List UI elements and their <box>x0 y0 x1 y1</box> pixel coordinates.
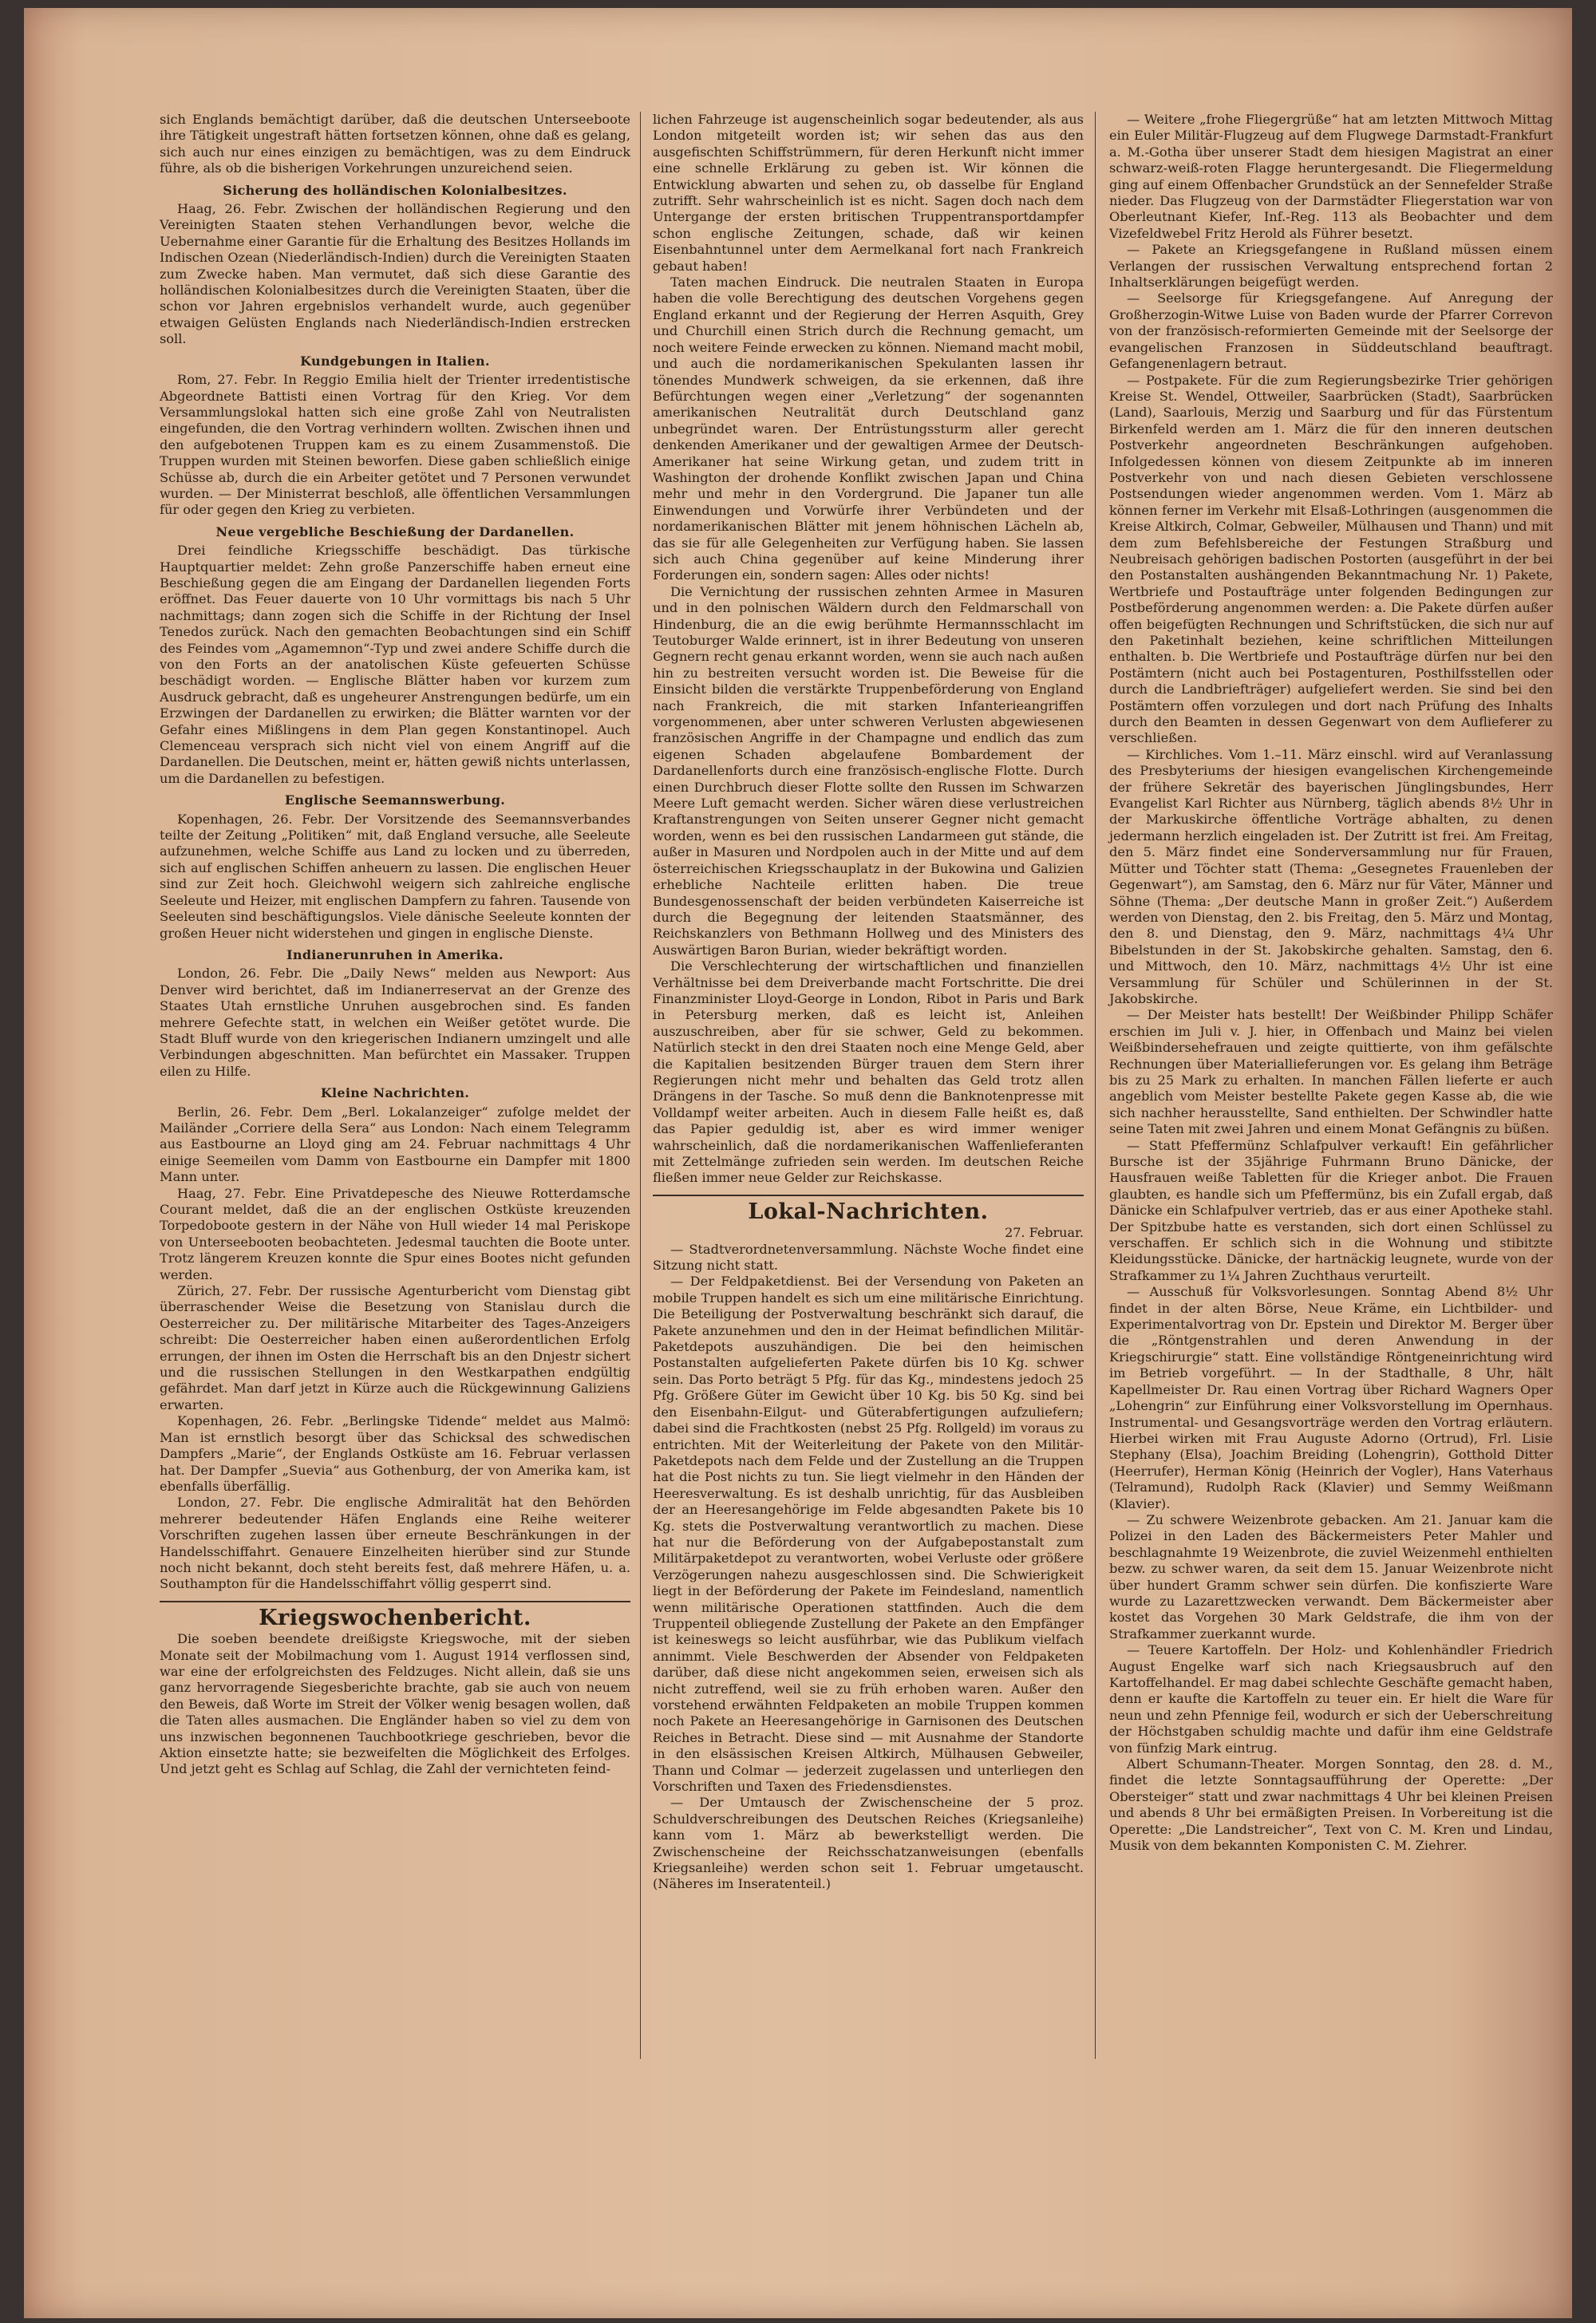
paragraph: Taten machen Eindruck. Die neutralen Staaten in Europa haben die volle Berechtigung des deutschen Vorgehens gegen England erkannt und der Regierung der Herren Asquith, Grey und Churchill einen Strich durch die Rechnung gemacht, um noch weitere Feinde erwecken zu können. Niemand macht mobil, und auch die nordamerikanischen Spekulanten lassen ihr tönendes Mundwerk schweigen, da sie erkennen, daß ihre Befürchtungen wegen einer „Verletzung“ der sogenannten amerikanischen Neutralität durch Deutschland ganz unbegründet waren. Der Entrüstungssturm aller gerecht denkenden Amerikaner und der gewaltigen Armee der Deutsch-Amerikaner hat seine Wirkung getan, und zudem tritt in Washington der drohende Konflikt zwischen Japan und China mehr und mehr in den Vordergrund. Die Japaner tun alle Einwendungen und Vorwürfe ihrer Verbündeten und der nordamerikanischen Blätter mit jenem höhnischen Lächeln ab, das sie für alle Gelegenheiten zur Verfügung haben. Sie lassen sich auch China gegenüber auf keine Minderung ihrer Forderungen ein, sondern sagen: Alles oder nichts! <box>653 275 1084 583</box>
paragraph: Berlin, 26. Febr. Dem „Berl. Lokalanzeiger“ zufolge meldet der Mailänder „Corriere della Sera“ aus London: Nach einem Telegramm aus Eastbourne an Lloyd ging am 24. Februar nachmittags 4 Uhr einige Seemeilen vom Damm von Eastbourne ein Dampfer mit 1800 Mann unter. <box>160 1104 630 1185</box>
paragraph: — Kirchliches. Vom 1.–11. März einschl. wird auf Veranlassung des Presbyteriums der hiesigen evangelischen Kirchengemeinde der frühere Sekretär des bayerischen Jünglingsbundes, Herr Evangelist Karl Richter aus Nürnberg, täglich abends 8½ Uhr in der Markuskirche öffentliche Vorträge abhalten, zu denen jedermann herzlich eingeladen ist. Der Zutritt ist frei. Am Freitag, den 5. März findet eine Sonderversammlung nur für Frauen, Mütter und Töchter statt (Thema: „Gesegnetes Frauenleben der Gegenwart“), am Samstag, den 6. März nur für Väter, Männer und Söhne (Thema: „Der deutsche Mann in großer Zeit.“) Außerdem werden von Dienstag, den 2. bis Freitag, den 5. März und Montag, den 8. und Dienstag, den 9. März, nachmittags 4¼ Uhr Bibelstunden in der St. Jakobskirche gehalten. Samstag, den 6. und Mittwoch, den 10. März, nachmittags 4½ Uhr ist eine Versammlung für Schüler und Schülerinnen in der St. Jakobskirche. <box>1109 746 1553 1006</box>
paragraph: Zürich, 27. Febr. Der russische Agenturbericht vom Dienstag gibt überraschender Weise die Besetzung von Stanislau durch die Oesterreicher zu. Der militärische Mitarbeiter des Tages-Anzeigers schreibt: Die Oesterreicher haben einen außerordentlichen Erfolg errungen, der ihnen im Osten die Herrschaft bis an den Dnjestr sichert und die russischen Stellungen in den Westkarpathen endgültig gefährdet. Man darf jetzt in Kürze auch die Rückgewinnung Galiziens erwarten. <box>160 1283 630 1412</box>
column-rule-right <box>1095 112 1096 2059</box>
paragraph: Die soeben beendete dreißigste Kriegswoche, mit der sieben Monate seit der Mobilmachung vom 1. August 1914 verflossen sind, war eine der erfolgreichsten des Feldzuges. Nicht allein, daß sie uns ganz hervorragende Siegesberichte brachte, gab sie auch von neuem den Beweis, daß Worte im Streit der Völker wenig besagen wollen, daß die Taten alles ausmachen. Die Engländer haben so viel zu dem von uns inzwischen begonnenen Tauchbootkriege geschrieben, bevor die Aktion einsetzte hatte; sie bezweifelten die Möglichkeit des Erfolges. Und jetzt geht es Schlag auf Schlag, die Zahl der vernichteten feind- <box>160 1631 630 1777</box>
column-rule-left <box>640 112 641 2059</box>
headline-small-news: Kleine Nachrichten. <box>320 1085 470 1101</box>
section-divider <box>160 1601 630 1602</box>
headline-seamen: Englische Seemannswerbung. <box>284 792 506 808</box>
paragraph: London, 26. Febr. Die „Daily News“ melden aus Newport: Aus Denver wird berichtet, daß im Indianerreservat an der Grenze des Staates Utah ernstliche Unruhen ausgebrochen sind. Es fanden mehrere Gefechte statt, in welchen ein Weißer getötet wurde. Die Stadt Bluff wurde von den kriegerischen Indianern umzingelt und alle Verbindungen abgeschnitten. Man befürchtet ein Massaker. Truppen eilen zu Hilfe. <box>160 966 630 1079</box>
headline-dardanelles: Neue vergebliche Beschießung der Dardanellen. <box>215 523 575 539</box>
paragraph: — Stadtverordnetenversammlung. Nächste Woche findet eine Sitzung nicht statt. <box>653 1241 1084 1274</box>
paragraph: Die Verschlechterung der wirtschaftlichen und finanziellen Verhältnisse bei dem Dreiverbande macht Fortschritte. Die drei Finanzminister Lloyd-George in London, Ribot in Paris und Bark in Petersburg merken, daß es leicht ist, Anleihen auszuschreiben, aber für sie schwer, Geld zu bekommen. Natürlich steckt in den drei Staaten noch eine Menge Geld, aber die Kapitalien besitzenden Bürger trauen dem Stern ihrer Regierungen nicht mehr und behalten das Geld trotz allen Drängens in der Tasche. So muß denn die Banknotenpresse mit Volldampf weiter arbeiten. Auch in diesem Falle heißt es, daß das Papier geduldig ist, aber es wird immer weniger wahrscheinlich, daß die nordamerikanischen Waffenlieferanten mit Zettelmänge zufrieden sein werden. Im deutschen Reiche fließen immer neue Gelder zur Reichskasse. <box>653 958 1084 1186</box>
paragraph: — Postpakete. Für die zum Regierungsbezirke Trier gehörigen Kreise St. Wendel, Ottweiler, Saarbrücken (Stadt), Saarbrücken (Land), Saarlouis, Merzig und Saarburg und für das Fürstentum Birkenfeld werden am 1. März die für den inneren deutschen Postverkehr angeordneten Beschränkungen aufgehoben. Infolgedessen können von diesem Zeitpunkte ab im inneren Postverkehr von und nach diesen Gebieten verschlossene Postsendungen wieder angenommen werden. Vom 1. März ab können ferner im Verkehr mit Elsaß-Lothringen (ausgenommen die Kreise Altkirch, Colmar, Gebweiler, Mülhausen und Thann) und mit dem zum Befehlsbereiche der Festungen Straßburg und Neubreisach gehörigen badischen Postorten (ausgeführt in der bei den Postanstalten aushängenden Bekanntmachung Nr. 1) Pakete, Wertbriefe und Postaufträge unter folgenden Bedingungen zur Postbeförderung angenommen werden: a. Die Pakete dürfen außer offen beigefügten Rechnungen und Schriftstücken, die sich nur auf den Paketinhalt beziehen, keine schriftlichen Mitteilungen enthalten. b. Die Wertbriefe und Postaufträge dürfen nur bei den Postämtern (nicht auch bei Postagenturen, Posthilfsstellen oder durch die Landbriefträger) aufgeliefert werden. Sie sind bei den Postämtern offen vorzulegen und dort nach Prüfung des Inhalts durch den Beamten in dessen Gegenwart von dem Auflieferer zu verschließen. <box>1109 372 1553 746</box>
headline-local-news: Lokal-Nachrichten. <box>748 1199 989 1224</box>
paragraph: Haag, 26. Febr. Zwischen der holländischen Regierung und den Vereinigten Staaten stehen Verhandlungen bevor, welche die Uebernahme einer Garantie für die Erhaltung des Besitzes Hollands im Indischen Ozean (Niederländisch-Indien) durch die Vereinigten Staaten zum Zwecke haben. Man vermutet, daß sich diese Garantie des holländischen Kolonialbesitzes durch die Vereinigten Staaten, über die schon vor Jahren ergebnislos verhandelt wurde, auch gegenüber etwaigen Gelüsten Englands nach Niederländisch-Indien erstrecken soll. <box>160 201 630 347</box>
headline-indians: Indianerunruhen in Amerika. <box>286 946 504 962</box>
paragraph: Kopenhagen, 26. Febr. Der Vorsitzende des Seemannsverbandes teilte der Zeitung „Politiken“ mit, daß England versuche, alle Seeleute aufzunehmen, welche Schiffe aus Land zu locken und zu überreden, sich auf englischen Schiffen anheuern zu lassen. Die englischen Heuer sind zur Zeit hoch. Gleichwohl weigern sich zahlreiche englische Seeleute und Heizer, mit englischen Dampfern zu fahren. Tausende von Seeleuten sind beschäftigungslos. Viele dänische Seeleute konnten der großen Heuer nicht widerstehen und gingen in englische Dienste. <box>160 811 630 941</box>
paragraph: — Zu schwere Weizenbrote gebacken. Am 21. Januar kam die Polizei in den Laden des Bäckermeisters Peter Mahler und beschlagnahmte 19 Weizenbrote, die zuviel Weizenmehl enthielten bezw. zu schwer waren, da seit dem 15. Januar Weizenbrote nicht über hundert Gramm schwer sein dürfen. Die konfiszierte Ware wurde zu Lazarettzwecken verwandt. Dem Bäckermeister aber kostet das Vorgehen 30 Mark Geldstrafe, die ihm von der Strafkammer zuerkannt wurde. <box>1109 1511 1553 1642</box>
paragraph: — Seelsorge für Kriegsgefangene. Auf Anregung der Großherzogin-Witwe Luise von Baden wurde der Pfarrer Correvon von der französisch-reformierten Gemeinde mit der Seelsorge der evangelischen Franzosen in Süddeutschland beauftragt. Gefangenenlagern betraut. <box>1109 290 1553 372</box>
paragraph: London, 27. Febr. Die englische Admiralität hat den Behörden mehrerer bedeutender Häfen Englands eine Reihe weiterer Vorschriften zugehen lassen über erneute Beschränkungen in der Handelsschiffahrt. Genauere Einzelheiten hierüber sind zur Stunde noch nicht bekannt, doch steht bereits fest, daß mehrere Häfen, u. a. Southampton für die Handelsschiffahrt völlig gesperrt sind. <box>160 1495 630 1592</box>
column-2 <box>653 112 1084 1893</box>
paragraph: Rom, 27. Febr. In Reggio Emilia hielt der Trienter irredentistische Abgeordnete Battisti einen Vortrag für den Krieg. Vor dem Versammlungslokal hatten sich eine große Zahl von Neutralisten eingefunden, die den Vortrag verhindern wollten. Zwischen ihnen und den aufgebotenen Truppen kam es zu einem Zusammenstoß. Die Truppen wurden mit Steinen beworfen. Diese gaben schließlich einige Schüsse ab, durch die ein Arbeiter getötet und 7 Personen verwundet wurden. — Der Ministerrat beschloß, alle öffentlichen Versammlungen für oder gegen den Krieg zu verbieten. <box>160 372 630 518</box>
paragraph: Die Vernichtung der russischen zehnten Armee in Masuren und in den polnischen Wäldern durch den Feldmarschall von Hindenburg, die an die ewig berühmte Hermannsschlacht im Teutoburger Walde erinnert, ist in ihrer Bedeutung von unseren Gegnern recht genau erkannt worden, wenn sie auch nach außen hin zu bestreiten versucht worden ist. Die Beweise für die Einsicht bilden die verstärkte Truppenbeförderung von England nach Frankreich, die mit starken Infanterieangriffen vorgenommenen, aber unter schweren Verlusten abgewiesenen französischen Angriffe in der Champagne und endlich das zum eigenen Schaden abgelaufene Bombardement der Dardanellenforts durch eine französisch-englische Flotte. Durch einen Durchbruch dieser Flotte sollte den Russen im Schwarzen Meere Luft gemacht werden. Sicher wären diese verlustreichen Kraftanstrengungen von Seiten unserer Gegner nicht gemacht worden, wenn es bei den russischen Landarmeen gut stände, die außer in Masuren und Nordpolen auch in der Mitte und auf dem österreichischen Kriegsschauplatz in der Bukowina und Galizien erhebliche Nachteile erlitten haben. Die treue Bundesgenossenschaft der beiden verbündeten Kaiserreiche ist durch die Begegnung der leitenden Staatsmänner, des Reichskanzlers von Bethmann Hollweg und des Ministers des Auswärtigen Baron Burian, wieder bekräftigt worden. <box>653 583 1084 958</box>
paragraph: lichen Fahrzeuge ist augenscheinlich sogar bedeutender, als aus London mitgeteilt worden ist; wir sehen das aus den ausgefischten Schiffstrümmern, für deren Herkunft nicht immer eine schnelle Erklärung zu geben ist. Wir können die Entwicklung abwarten und sehen zu, ob dasselbe für England zutrifft. Sehr wahrscheinlich ist es nicht. Sagen doch nach dem Untergange der ersten britischen Truppentransportdampfer schon englische Zeitungen, schade, daß wir keinen Eisenbahntunnel unter dem Aermelkanal fort nach Frankreich gebaut haben! <box>653 112 1084 274</box>
paragraph: — Der Umtausch der Zwischenscheine der 5 proz. Schuldverschreibungen des Deutschen Reiches (Kriegsanleihe) kann vom 1. März ab bewerkstelligt werden. Die Zwischenscheine der Reichsschatzanweisungen (ebenfalls Kriegsanleihe) werden schon seit 1. Februar umgetauscht. (Näheres im Inseratenteil.) <box>653 1795 1084 1892</box>
headline-war-weekly: Kriegswochenbericht. <box>259 1605 531 1630</box>
paragraph: Drei feindliche Kriegsschiffe beschädigt. Das türkische Hauptquartier meldet: Zehn große Panzerschiffe haben erneut eine Beschießung gegen die am Eingang der Dardanellen liegenden Forts eröffnet. Das Feuer dauerte von 10 Uhr vormittags bis nach 5 Uhr nachmittags; dann zogen sich die Schiffe in der Richtung der Insel Tenedos zurück. Nach den gemachten Beobachtungen sind ein Schiff des Feindes vom „Agamemnon“-Typ und zwei andere Schiffe durch die von den Forts an der anatolischen Küste gefeuerten Schüsse beschädigt worden. — Englische Blätter haben vor kurzem zum Ausdruck gebracht, daß es ungeheurer Anstrengungen bedürfe, um ein Erzwingen der Dardanellen zu erwirken; die Blätter warnten vor der Gefahr eines Mißlingens in dem Plan gegen Konstantinopel. Auch Clemenceau versprach sich nicht viel von einem Angriff auf die Dardanellen. Die Deutschen, meint er, hätten gewiß nichts unterlassen, um die Dardanellen zu befestigen. <box>160 543 630 786</box>
paragraph: — Statt Pfeffermünz Schlafpulver verkauft! Ein gefährlicher Bursche ist der 35jährige Fuhrmann Bruno Dänicke, der Hausfrauen weiße Tabletten für die Krieger anbot. Die Frauen glaubten, es handle sich um Pfeffermünz, bis ein Zufall ergab, daß Dänicke ein Schlafpulver vertrieb, das er aus einer Apotheke stahl. Der Spitzbube hatte es verstanden, sich dort einen Schlüssel zu verschaffen. Er schlich sich in die Wohnung und stibitzte Kleidungsstücke. Dänicke, der hartnäckig leugnete, wurde von der Strafkammer zu 1¼ Jahren Zuchthaus verurteilt. <box>1109 1137 1553 1283</box>
paragraph: Haag, 27. Febr. Eine Privatdepesche des Nieuwe Rotterdamsche Courant meldet, daß die an der englischen Ostküste kreuzenden Torpedoboote gestern in der Nähe von Hull wieder 14 mal Periskope von Unterseebooten beobachteten. Jedesmal tauchten die Boote unter. Trotz längerem Kreuzen konnte die Spur eines Bootes nicht gefunden werden. <box>160 1185 630 1282</box>
paragraph: — Ausschuß für Volksvorlesungen. Sonntag Abend 8½ Uhr findet in der alten Börse, Neue Kräme, ein Lichtbilder- und Experimentalvortrag von Dr. Epstein und Direktor M. Berger über die „Röntgenstrahlen und deren Anwendung in der Kriegschirurgie“ statt. Eine vollständige Röntgeneinrichtung wird im Betrieb vorgeführt. — In der Stadthalle, 8 Uhr, hält Kapellmeister Dr. Rau einen Vortrag über Richard Wagners Oper „Lohengrin“ zur Einführung einer Volksvorstellung im Opernhaus. Instrumental- und Gesangsvorträge werden den Vortrag erläutern. Hierbei wirken mit Frau Auguste Adorno (Ortrud), Frl. Lisie Stephany (Elsa), Joachim Breiding (Lohengrin), Gotthold Ditter (Heerrufer), Herman König (Heinrich der Vogler), Hans Vaterhaus (Telramund), Rudolph Rack (Klavier) und Semmy Weißmann (Klavier). <box>1109 1284 1553 1511</box>
column-3 <box>1109 112 1553 1854</box>
dateline: 27. Februar. <box>1005 1225 1084 1241</box>
column-1 <box>160 112 630 1778</box>
paragraph: — Pakete an Kriegsgefangene in Rußland müssen einem Verlangen der russischen Verwaltung entsprechend fortan 2 Inhaltserklärungen beigefügt werden. <box>1109 242 1553 290</box>
paragraph: sich Englands bemächtigt darüber, daß die deutschen Unterseeboote ihre Tätigkeit ungestraft hätten fortsetzen können, ohne daß es gelang, sich auch nur eines einzigen zu bemächtigen, was zu dem Eindruck führe, als ob die bisherigen Vorkehrungen unzureichend seien. <box>160 112 630 176</box>
newspaper-page <box>24 8 1572 2318</box>
paragraph: — Der Feldpaketdienst. Bei der Versendung von Paketen an mobile Truppen handelt es sich um eine militärische Einrichtung. Die Beteiligung der Postverwaltung beschränkt sich darauf, die Pakete anzunehmen und den in der Heimat befindlichen Militär-Paketdepots auszuhändigen. Die bei den heimischen Postanstalten aufgelieferten Pakete dürfen bis 10 Kg. schwer sein. Das Porto beträgt 5 Pfg. für das Kg., mindestens jedoch 25 Pfg. Größere Güter im Gewicht über 10 Kg. bis 50 Kg. sind bei den Eisenbahn-Eilgut- und Güterabfertigungen aufzuliefern; dabei sind die Frachtkosten (nebst 25 Pfg. Rollgeld) im voraus zu entrichten. Mit der Weiterleitung der Pakete von den Militär-Paketdepots nach dem Felde und der Zustellung an die Truppen hat die Post nichts zu tun. Sie liegt vielmehr in den Händen der Heeresverwaltung. Es ist deshalb unrichtig, für das Ausbleiben der an Heeresangehörige im Felde abgesandten Pakete bis 10 Kg. stets die Postverwaltung verantwortlich zu machen. Diese hat nur die Beförderung von der Aufgabepostanstalt zum Militärpaketdepot zu verantworten, wobei Verluste oder größere Verzögerungen nahezu ausgeschlossen sind. Die Schwierigkeit liegt in der Beförderung der Pakete im Feindesland, namentlich wenn militärische Operationen stattfinden. Auch die dem Truppenteil obliegende Zustellung der Pakete an den Empfänger ist keineswegs so leicht ausführbar, wie das Publikum vielfach annimmt. Viele Beschwerden der Absender von Feldpaketen darüber, daß diese nicht angekommen seien, erweisen sich als nicht zutreffend, weil sie zu früh erhoben waren. Außer den vorstehend erwähnten Feldpaketen an mobile Truppen kommen noch Pakete an Heeresangehörige in Garnisonen des Deutschen Reiches in Betracht. Diese sind — mit Ausnahme der Standorte in den elsässischen Kreisen Altkirch, Mülhausen Gebweiler, Thann und Colmar — jederzeit zugelassen und unterliegen den Vorschriften und Taxen des Friedensdienstes. <box>653 1274 1084 1795</box>
paragraph: — Weitere „frohe Fliegergrüße“ hat am letzten Mittwoch Mittag ein Euler Militär-Flugzeug auf dem Flugwege Darmstadt-Frankfurt a. M.-Gotha über unserer Stadt dem hiesigen Magistrat an einer schwarz-weiß-roten Flagge heruntergesandt. Die Fliegermeldung ging auf einem Offenbacher Grundstück an der Sennefelder Straße nieder. Das Flugzeug von der Darmstädter Fliegerstation war von Oberleutnant Kiefer, Inf.-Reg. 113 als Beobachter und dem Vizefeldwebel Fritz Herold als Führer besetzt. <box>1109 112 1553 241</box>
paragraph: Albert Schumann-Theater. Morgen Sonntag, den 28. d. M., findet die letzte Sonntagsaufführung der Operette: „Der Obersteiger“ statt und zwar nachmittags 4 Uhr bei kleinen Preisen und abends 8 Uhr bei ermäßigten Preisen. In Vorbereitung ist die Operette: „Die Landstreicher“, Text von C. M. Kren und Lindau, Musik von dem bekannten Komponisten C. M. Ziehrer. <box>1109 1756 1553 1854</box>
paragraph: Kopenhagen, 26. Febr. „Berlingske Tidende“ meldet aus Malmö: Man ist ernstlich besorgt über das Schicksal des schwedischen Dampfers „Marie“, der Englands Ostküste am 16. Februar verlassen hat. Der Dampfer „Suevia“ aus Gothenburg, der von Amerika kam, ist ebenfalls überfällig. <box>160 1413 630 1494</box>
paragraph: — Teuere Kartoffeln. Der Holz- und Kohlenhändler Friedrich August Engelke warf sich nach Kriegsausbruch auf den Kartoffelhandel. Er mag dabei schlechte Geschäfte gemacht haben, denn er kaufte die Kartoffeln zu teuer ein. Er hielt die Ware für neun und zehn Pfennige feil, wodurch er sich der Ueberschreitung der Höchstgaben schuldig machte und dafür ihm eine Geldstrafe von fünfzig Mark eintrug. <box>1109 1642 1553 1756</box>
paragraph: — Der Meister hats bestellt! Der Weißbinder Philipp Schäfer erschien im Juli v. J. hier, in Offenbach und Mainz bei vielen Weißbindersehefrauen und zeigte quittierte, von ihm gefälschte Rechnungen über Materiallieferungen vor. Es gelang ihm Beträge bis zu 25 Mark zu erhalten. In manchen Fällen lieferte er auch angeblich vom Meister bestellte Pakete gegen Kasse ab, die wie sich nachher herausstellte, Sand enthielten. Der Schwindler hatte seine Taten mit zwei Jahren und einem Monat Gefängnis zu büßen. <box>1109 1007 1553 1137</box>
headline-holland: Sicherung des holländischen Kolonialbesitzes. <box>223 182 567 198</box>
headline-italy: Kundgebungen in Italien. <box>300 353 490 369</box>
section-divider <box>653 1195 1084 1196</box>
